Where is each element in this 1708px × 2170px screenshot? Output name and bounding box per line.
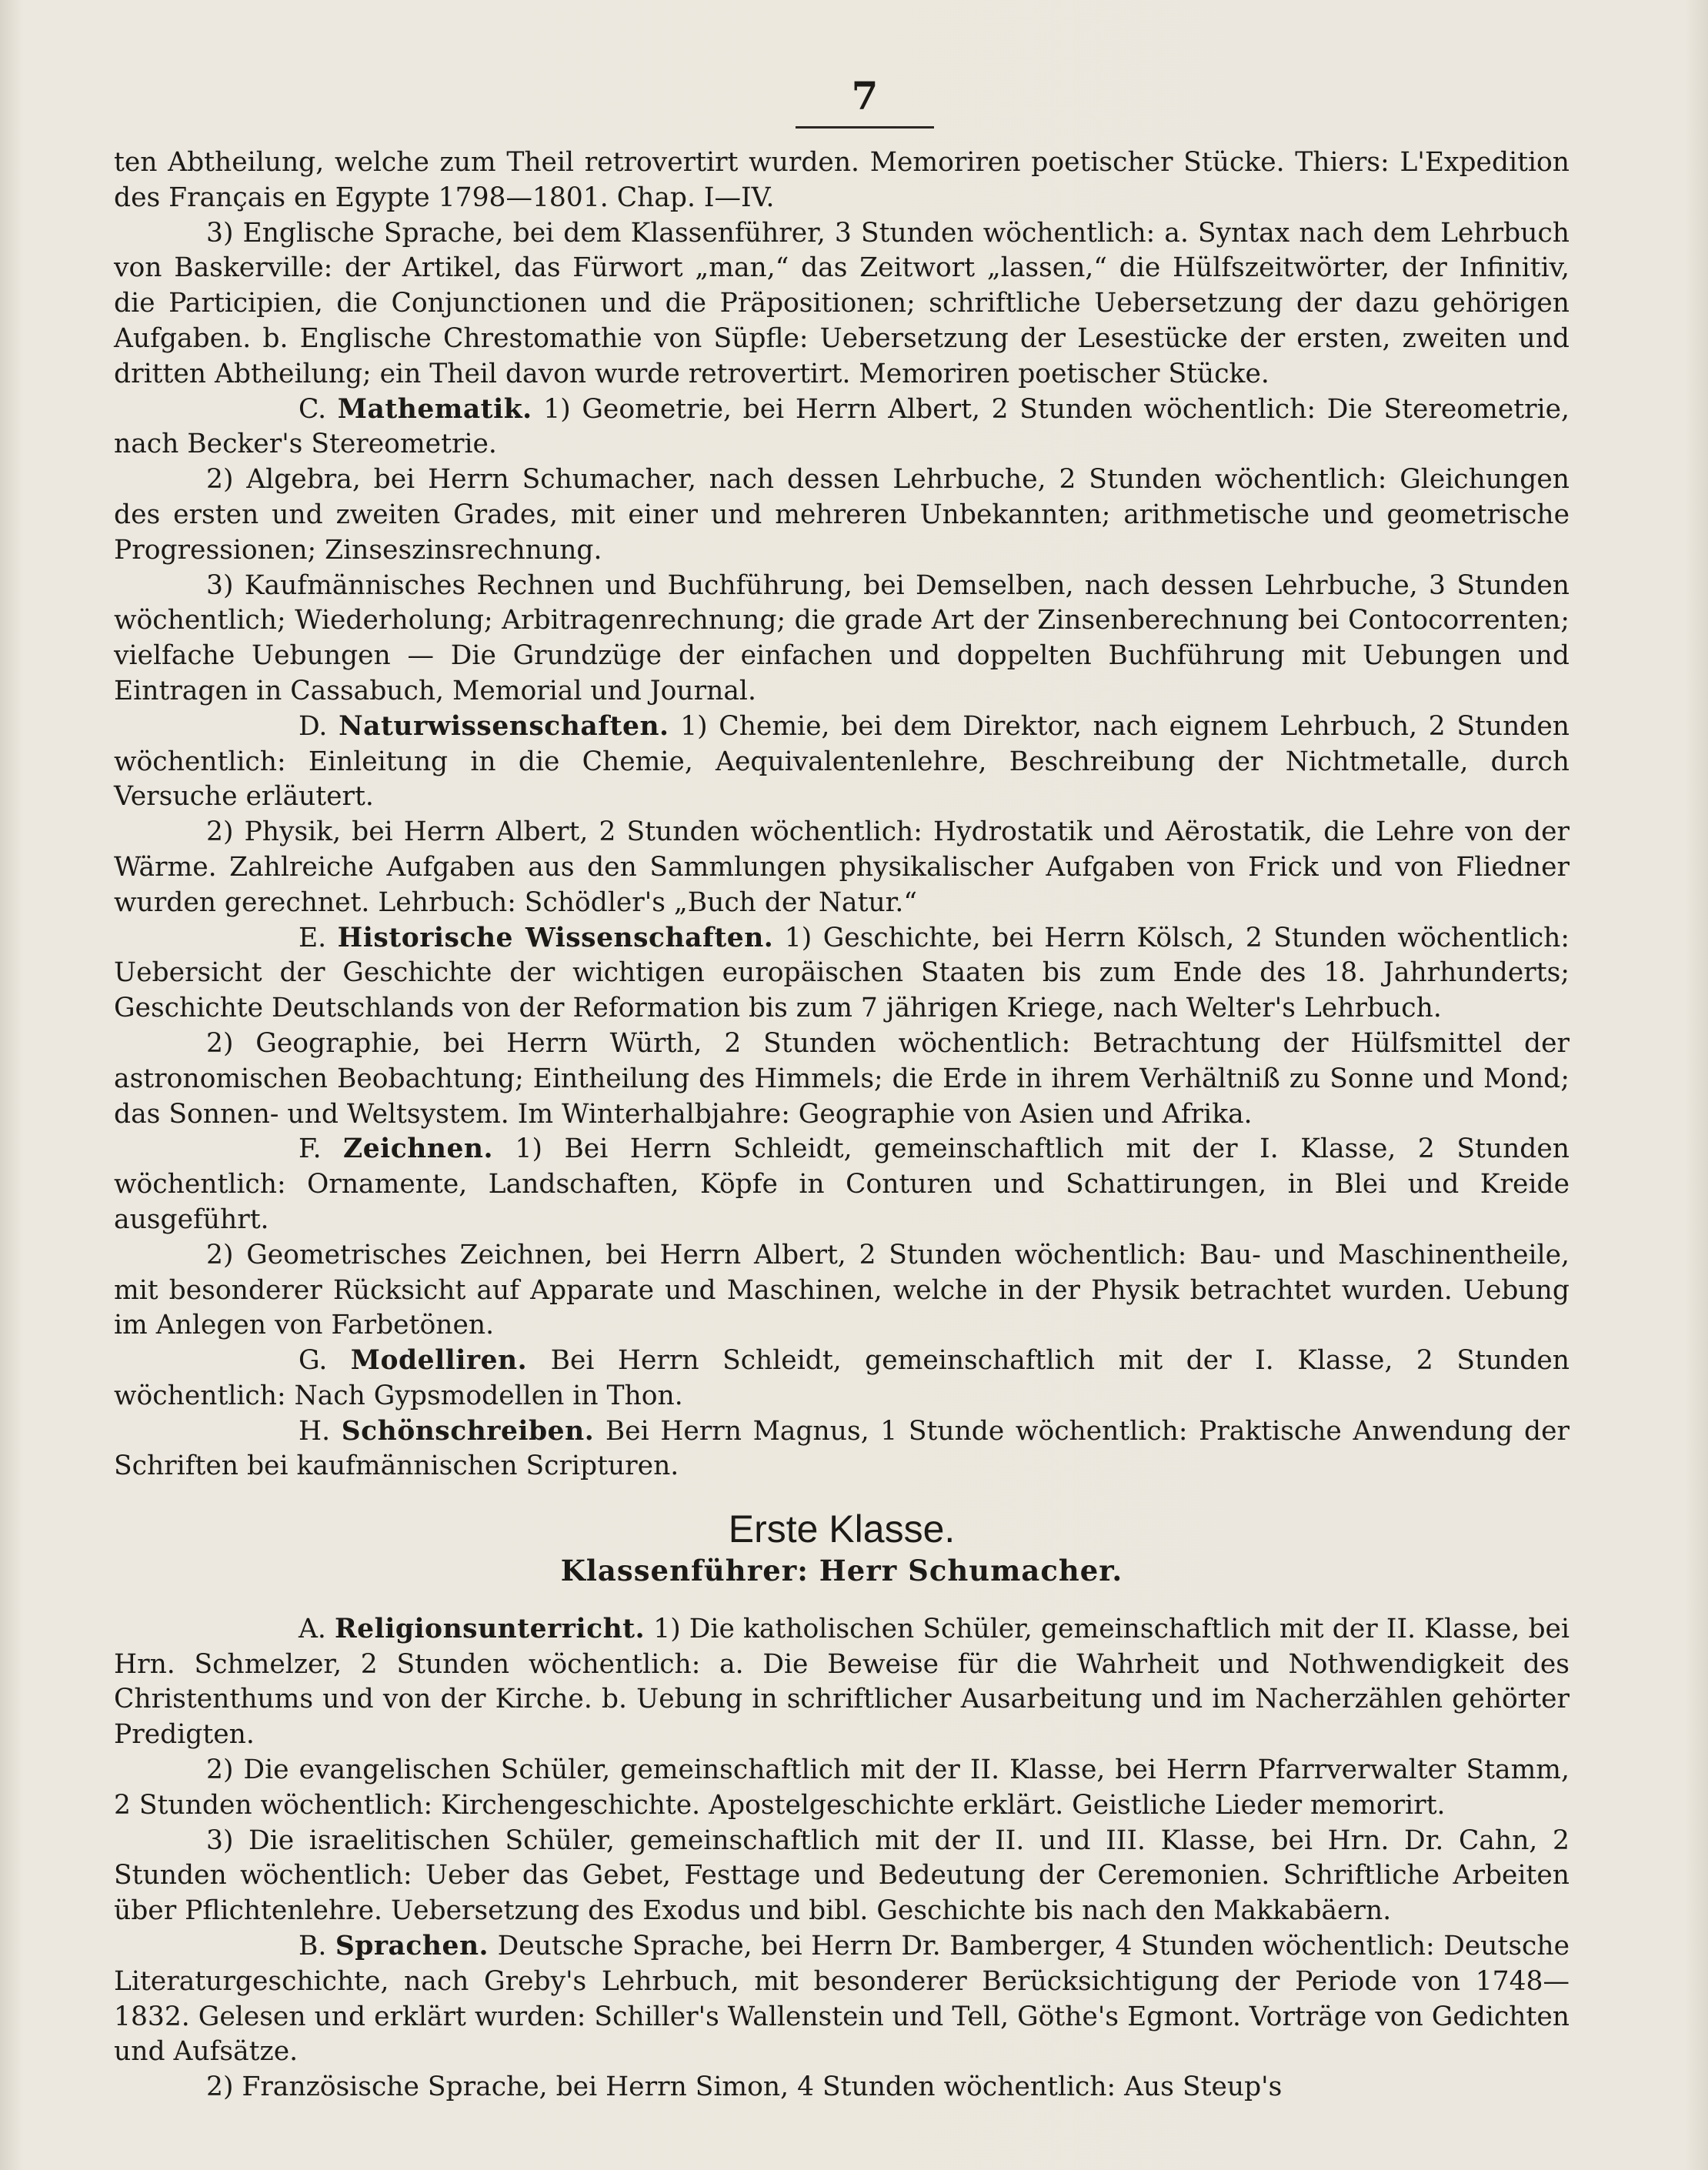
paragraph-geographie: 2) Geographie, bei Herrn Würth, 2 Stunden wöchentlich: Betrachtung der Hülfsmittel der astronomischen Beobachtung; Eintheilung des Himmels; die Erde in ihrem Verhältniß zu Sonne und Mond; das Sonnen- und Weltsystem. Im Winterhalbjahre: Geographie von Asien und Afrika. [114, 1027, 1570, 1130]
section-heading: Modelliren. [350, 1345, 528, 1377]
section-heading: Historische Wissenschaften. [337, 922, 774, 953]
section-text: Bei Herrn Schleidt, gemeinschaftlich mit der I. Klasse, 2 Stunden wöchentlich: Nach Gypsmodellen in Thon. [114, 1345, 1570, 1411]
section-sprachen [114, 1929, 1570, 2070]
section-text: 1) Bei Herrn Schleidt, gemeinschaftlich mit der I. Klasse, 2 Stunden wöchentlich: Ornamente, Landschaften, Köpfe in Conturen und Schattirungen, in Blei und Kreide ausgeführt. [114, 1133, 1570, 1235]
paragraph-algebra: 2) Algebra, bei Herrn Schumacher, nach dessen Lehrbuche, 2 Stunden wöchentlich: Gleichungen des ersten und zweiten Grades, mit einer und mehreren Unbekannten; arithmetische und geometrische Progressionen; Zinseszinsrechnung. [114, 464, 1570, 566]
section-letter: B. [299, 1931, 327, 1962]
page-body [114, 145, 1570, 2105]
section-text: 1) Geschichte, bei Herrn Kölsch, 2 Stunden wöchentlich: Uebersicht der Geschichte der wichtigen europäischen Staaten bis zum Ende des 18. Jahrhunderts; Geschichte Deutschlands von der Reformation bis zum 7 jährigen Kriege, nach Welter's Lehrbuch. [114, 922, 1570, 1024]
section-zeichnen [114, 1132, 1570, 1237]
section-heading: Naturwissenschaften. [339, 710, 669, 742]
paragraph-israelitisch: 3) Die israelitischen Schüler, gemeinschaftlich mit der II. und III. Klasse, bei Hrn. Dr. Cahn, 2 Stunden wöchentlich: Ueber das Gebet, Festtage und Bedeutung der Ceremonien. Schriftliche Arbeiten über Pflichtenlehre. Uebersetzung des Exodus und bibl. Geschichte bis nach den Makkabäern. [114, 1824, 1570, 1927]
section-letter: H. [299, 1415, 331, 1447]
section-schoenschreiben [114, 1414, 1570, 1485]
header-rule [796, 126, 934, 129]
section-religion [114, 1612, 1570, 1753]
section-letter: C. [299, 393, 327, 425]
paragraph-geom-zeichnen: 2) Geometrisches Zeichnen, bei Herrn Albert, 2 Stunden wöchentlich: Bau- und Maschinentheile, mit besonderer Rücksicht auf Apparate und Maschinen, welche in der Physik betrachtet wurden. Uebung im Anlegen von Farbetönen. [114, 1239, 1570, 1341]
section-letter: G. [299, 1345, 328, 1377]
section-letter: F. [299, 1133, 322, 1165]
section-text: Bei Herrn Magnus, 1 Stunde wöchentlich: Praktische Anwendung der Schriften bei kaufmännischen Scripturen. [114, 1415, 1570, 1482]
section-naturwissenschaften [114, 709, 1570, 815]
section-letter: A. [299, 1613, 326, 1644]
section-modelliren [114, 1344, 1570, 1414]
section-historische [114, 921, 1570, 1027]
section-heading: Religionsunterricht. [335, 1613, 646, 1644]
paragraph-franzoesisch: 2) Französische Sprache, bei Herrn Simon, 4 Stunden wöchentlich: Aus Steup's [206, 2072, 1283, 2103]
paragraph-english: 3) Englische Sprache, bei dem Klassenführer, 3 Stunden wöchentlich: a. Syntax nach dem Lehrbuch von Baskerville: der Artikel, das Fürwort „man,“ das Zeitwort „lassen,“ die Hülfszeitwörter, der Infinitiv, die Participien, die Conjunctionen und die Präpositionen; schriftliche Uebersetzung der dazu gehörigen Aufgaben. b. Englische Chrestomathie von Süpfle: Uebersetzung der Lesestücke der ersten, zweiten und dritten Abtheilung; ein Theil davon wurde retrovertirt. Memoriren poetischer Stücke. [114, 217, 1570, 389]
section-text: Deutsche Sprache, bei Herrn Dr. Bamberger, 4 Stunden wöchentlich: Deutsche Literaturgeschichte, nach Greby's Lehrbuch, mit besonderer Berücksichtigung der Periode von 1748—1832. Gelesen und erklärt wurden: Schiller's Wallenstein und Tell, Göthe's Egmont. Vorträge von Gedichten und Aufsätze. [114, 1931, 1570, 2068]
section-heading: Mathematik. [337, 393, 532, 425]
section-mathematik [114, 392, 1570, 463]
section-heading: Zeichnen. [343, 1133, 494, 1165]
paragraph-kaufm-rechnen: 3) Kaufmännisches Rechnen und Buchführung, bei Demselben, nach dessen Lehrbuche, 3 Stunden wöchentlich; Wiederholung; Arbitragenrechnung; die grade Art der Zinsenberechnung bei Contocorrenten; vielfache Uebungen — Die Grundzüge der einfachen und doppelten Buchführung mit Uebungen und Eintragen in Cassabuch, Memorial und Journal. [114, 569, 1570, 706]
section-heading: Sprachen. [335, 1931, 489, 1962]
page-number: 7 [851, 73, 879, 119]
section-letter: E. [299, 922, 327, 953]
klassenfuehrer: Klassenführer: Herr Schumacher. [560, 1554, 1123, 1588]
section-text: 1) Geometrie, bei Herrn Albert, 2 Stunden wöchentlich: Die Stereometrie, nach Becker's Stereometrie. [114, 393, 1570, 460]
section-heading: Schönschreiben. [341, 1415, 595, 1447]
paragraph-evangelisch: 2) Die evangelischen Schüler, gemeinschaftlich mit der II. Klasse, bei Herrn Pfarrverwalter Stamm, 2 Stunden wöchentlich: Kirchengeschichte. Apostelgeschichte erklärt. Geistliche Lieder memorirt. [114, 1754, 1570, 1821]
klasse-title: Erste Klasse. [728, 1507, 956, 1551]
section-text: 1) Chemie, bei dem Direktor, nach eignem Lehrbuch, 2 Stunden wöchentlich: Einleitung in die Chemie, Aequivalentenlehre, Beschreibung der Nichtmetalle, durch Versuche erläutert. [114, 710, 1570, 813]
section-letter: D. [299, 710, 328, 742]
section-text: 1) Die katholischen Schüler, gemeinschaftlich mit der II. Klasse, bei Hrn. Schmelzer, 2 Stunden wöchentlich: a. Die Beweise für die Wahrheit und Nothwendigkeit des Christenthums und von der Kirche. b. Uebung in schriftlicher Ausarbeitung und im Nacherzählen gehörter Predigten. [114, 1613, 1570, 1751]
paragraph-physik: 2) Physik, bei Herrn Albert, 2 Stunden wöchentlich: Hydrostatik und Aërostatik, die Lehre von der Wärme. Zahlreiche Aufgaben aus den Sammlungen physikalischer Aufgaben von Frick und von Fliedner wurden gerechnet. Lehrbuch: Schödler's „Buch der Natur.“ [114, 816, 1570, 918]
paragraph-continuation: ten Abtheilung, welche zum Theil retrovertirt wurden. Memoriren poetischer Stücke. Thiers: L'Expedition des Français en Egypte 1798—1801. Chap. I—IV. [114, 147, 1570, 213]
